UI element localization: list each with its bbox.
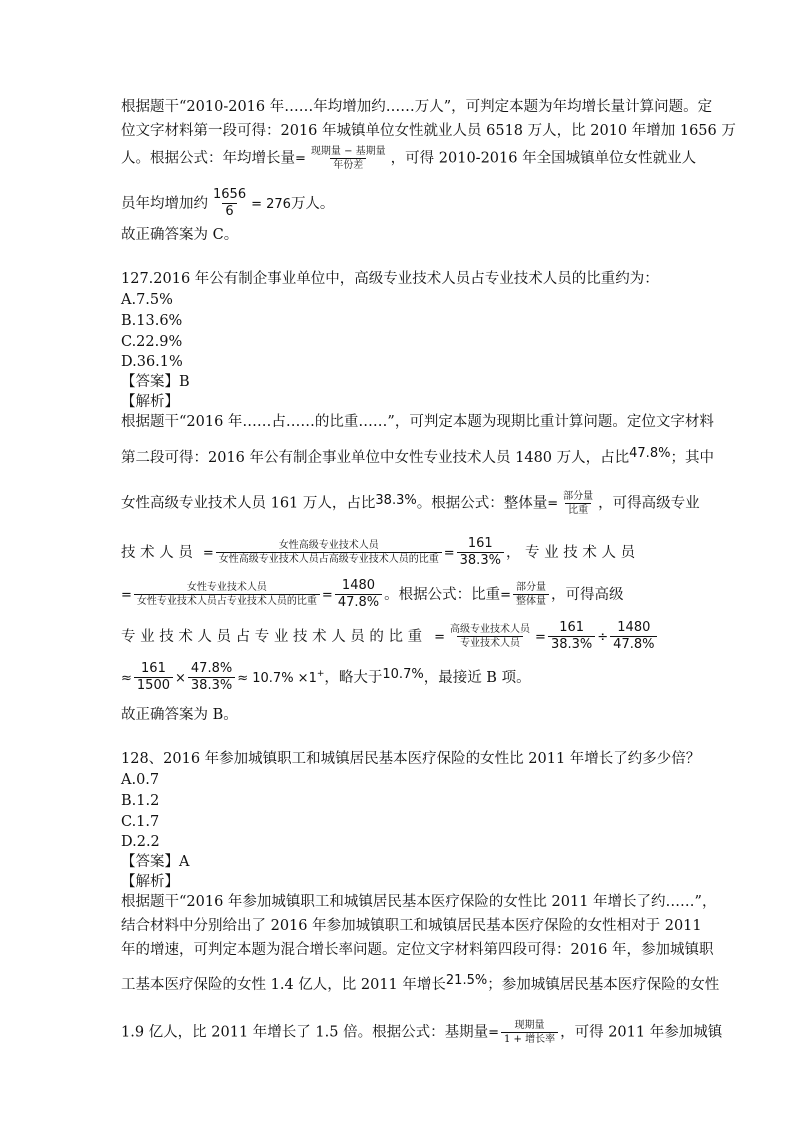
paragraph-line — [121, 975, 719, 996]
text: 1.9 亿人，比 2011 年增长了 1.5 倍。根据公式：基期量 — [121, 1024, 489, 1041]
numerator: 1480 — [341, 578, 376, 593]
denominator: 整体量 — [513, 594, 549, 607]
numerator: 1656 — [213, 187, 247, 202]
text: ，可得高级 — [551, 586, 624, 603]
option-c: C.1.7 — [121, 814, 160, 830]
paragraph-line — [121, 448, 714, 469]
numerator: 部分量 — [516, 582, 547, 594]
text: ；其中 — [670, 450, 714, 466]
denominator: 38.3% — [457, 552, 504, 568]
value-fraction — [134, 662, 173, 694]
numerator: 高级专业技术人员 — [450, 624, 531, 636]
denominator: 47.8% — [610, 636, 657, 652]
equals-sign: = — [434, 629, 446, 645]
value-fraction — [548, 621, 595, 653]
option-d: D.2.2 — [121, 834, 160, 850]
text: 技 术 人 员 — [121, 544, 193, 561]
analysis-label: 【解析】 — [121, 394, 179, 410]
paragraph-line — [121, 579, 624, 611]
times-sign: × — [175, 670, 186, 686]
divide-sign: ÷ — [597, 629, 609, 645]
value-fraction — [335, 579, 382, 611]
text: ，最接近 B 项。 — [423, 669, 531, 686]
formula-fraction — [560, 491, 596, 516]
paragraph-line — [121, 146, 696, 171]
paragraph-line: 年的增速，可判定本题为混合增长率问题。定位文字材料第四段可得：2016 年，参加城镇职 — [121, 942, 714, 958]
text: 。根据公式：整体量 — [416, 495, 548, 512]
result: ≈ 10.7% ×1 — [237, 670, 317, 686]
denominator: 1 + 增长率 — [501, 1032, 558, 1045]
text: ， 专 业 技 术 人 员 — [505, 544, 636, 561]
text: 第二段可得：2016 年公有制企事业单位中女性专业技术人员 1480 万人，占比 — [121, 450, 630, 466]
numerator: 1480 — [617, 620, 651, 635]
option-d: D.36.1% — [121, 354, 183, 370]
text: ，略大于 — [324, 669, 383, 686]
paragraph-line — [121, 537, 635, 569]
text: 专 业 技 术 人 员 占 专 业 技 术 人 员 的 比 重 — [121, 628, 423, 645]
denominator: 6 — [222, 203, 236, 219]
formula-fraction — [447, 624, 533, 649]
text: 员年均增加约 — [121, 195, 208, 212]
text: ，可得高级专业 — [598, 495, 700, 512]
percent-value: 21.5% — [445, 973, 488, 988]
option-a: A.7.5% — [121, 292, 173, 308]
denominator: 38.3% — [188, 677, 235, 693]
superscript: + — [316, 668, 325, 679]
equals-sign: = — [488, 1025, 499, 1041]
denominator: 1500 — [134, 677, 173, 693]
percent-value: 10.7% — [382, 666, 424, 682]
numerator: 部分量 — [563, 491, 594, 502]
answer-line: 故正确答案为 B。 — [121, 707, 238, 723]
paragraph-line — [121, 1020, 722, 1045]
formula-fraction — [216, 540, 442, 565]
paragraph-line: 根据题干“2010-2016 年……年均增加约……万人”，可判定本题为年均增长量计算问题。定 — [121, 99, 713, 115]
numerator: 161 — [559, 620, 585, 635]
denominator: 专业技术人员 — [457, 636, 523, 649]
formula-fraction — [513, 582, 549, 607]
value-fraction — [188, 662, 235, 694]
option-b: B.13.6% — [121, 313, 183, 329]
result: = 276 — [251, 196, 291, 212]
paragraph-line — [121, 188, 334, 220]
paragraph-line: 位文字材料第一段可得：2016 年城镇单位女性就业人员 6518 万人，比 2010 年增加 1656 万 — [121, 123, 736, 139]
answer-line: 故正确答案为 C。 — [121, 227, 239, 243]
numerator: 161 — [141, 661, 166, 676]
analysis-label: 【解析】 — [121, 874, 179, 890]
equals-sign: = — [443, 545, 455, 561]
equals-sign: = — [535, 629, 546, 645]
value-fraction — [610, 621, 657, 653]
equals-sign: = — [321, 587, 333, 603]
paragraph-line: 根据题干“2016 年……占……的比重……”，可判定本题为现期比重计算问题。定位文字材料 — [121, 414, 714, 430]
answer-label: 【答案】B — [121, 374, 190, 390]
option-c: C.22.9% — [121, 334, 183, 350]
paragraph-line — [121, 491, 700, 516]
question-title: 127.2016 年公有制企事业单位中，高级专业技术人员占专业技术人员的比重约为： — [121, 271, 659, 287]
paragraph-line: 结合材料中分别给出了 2016 年参加城镇职工和城镇居民基本医疗保险的女性相对于 2011 — [121, 918, 702, 934]
equals-sign: = — [202, 545, 214, 561]
numerator: 女性专业技术人员 — [186, 582, 267, 594]
formula-fraction — [134, 582, 320, 607]
value-fraction — [457, 537, 504, 569]
denominator: 女性专业技术人员占专业技术人员的比重 — [134, 594, 320, 607]
denominator: 比重 — [565, 503, 591, 516]
option-b: B.1.2 — [121, 793, 160, 809]
denominator: 47.8% — [335, 594, 382, 610]
text: ；参加城镇居民基本医疗保险的女性 — [487, 977, 720, 993]
text: 万人。 — [290, 195, 335, 212]
option-a: A.0.7 — [121, 772, 160, 788]
equals-sign: = — [547, 496, 559, 512]
text: ，可得 2010-2016 年全国城镇单位女性就业人 — [390, 150, 697, 167]
numerator: 47.8% — [190, 661, 233, 676]
text: 人。根据公式：年均增长量 — [121, 150, 295, 167]
paragraph-line: 根据题干“2016 年参加城镇职工和城镇居民基本医疗保险的女性比 2011 年增长了约……”， — [121, 894, 717, 910]
denominator: 年份差 — [330, 158, 366, 171]
text: ，可得 2011 年参加城镇 — [560, 1024, 723, 1041]
paragraph-line — [121, 662, 531, 694]
numerator: 女性高级专业技术人员 — [278, 540, 379, 552]
approx-sign: ≈ — [121, 670, 132, 686]
percent-value: 38.3% — [375, 492, 417, 508]
denominator: 女性高级专业技术人员占高级专业技术人员的比重 — [216, 552, 442, 565]
equals-sign: = — [500, 587, 512, 603]
percent-value: 47.8% — [629, 446, 671, 461]
equals-sign: = — [121, 587, 132, 603]
answer-label: 【答案】A — [121, 854, 190, 870]
numerator: 现期量 − 基期量 — [310, 146, 386, 157]
numerator: 161 — [467, 536, 493, 551]
equals-sign: = — [295, 151, 306, 167]
question-title: 128、2016 年参加城镇职工和城镇居民基本医疗保险的女性比 2011 年增长了约多少倍？ — [121, 751, 701, 767]
formula-fraction — [308, 146, 389, 171]
denominator: 38.3% — [548, 636, 595, 652]
formula-fraction — [501, 1020, 558, 1045]
numerator: 现期量 — [514, 1020, 545, 1031]
calc-fraction — [210, 188, 249, 220]
text: 。根据公式：比重 — [384, 586, 501, 603]
text: 工基本医疗保险的女性 1.4 亿人，比 2011 年增长 — [121, 977, 446, 993]
paragraph-line — [121, 621, 659, 653]
text: 女性高级专业技术人员 161 万人，占比 — [121, 495, 376, 512]
